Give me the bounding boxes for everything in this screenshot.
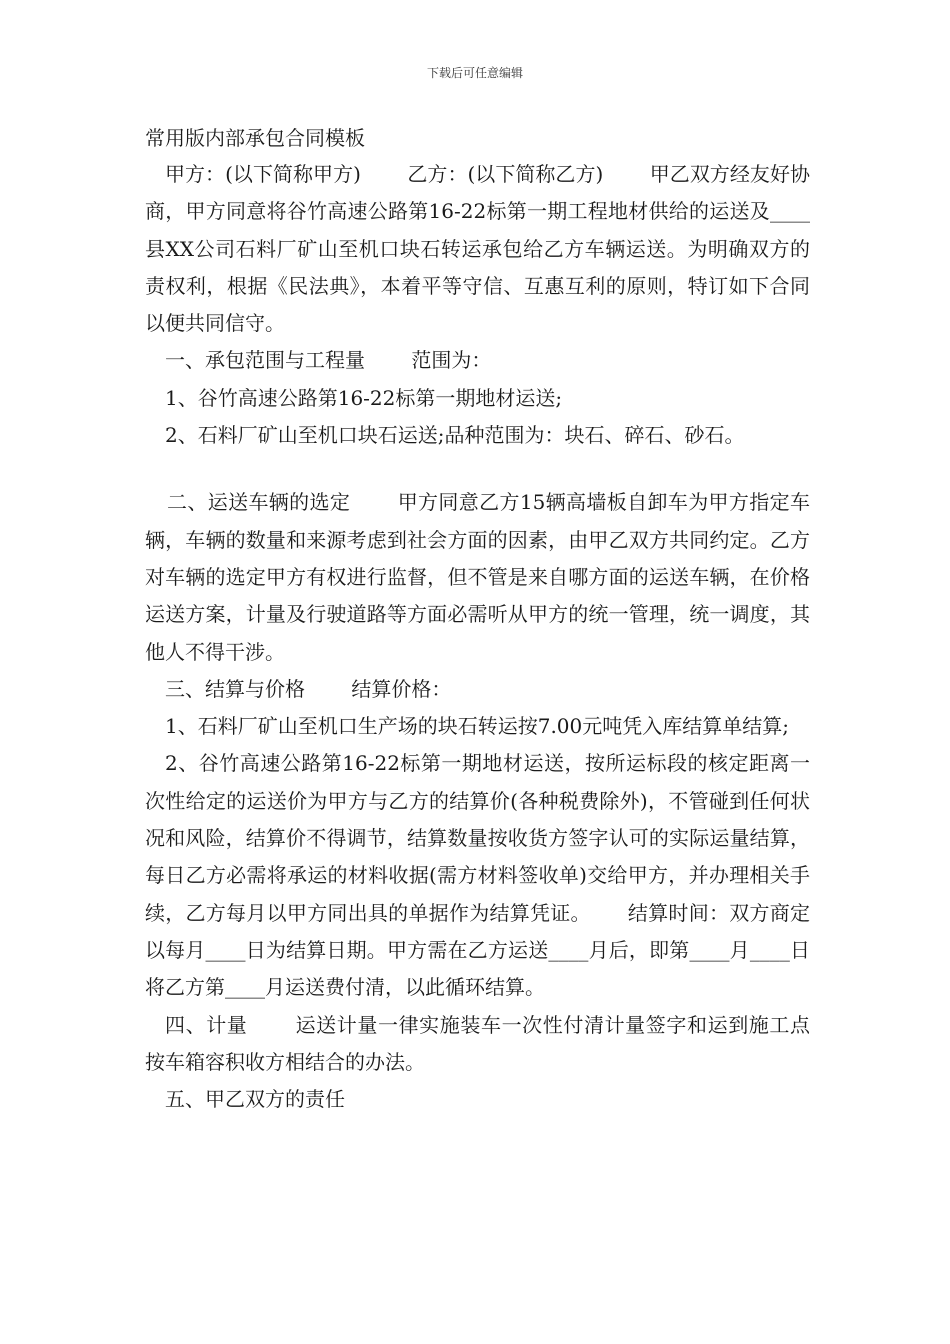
- section-heading-settlement: 三、结算与价格 结算价格：: [165, 676, 452, 701]
- list-item-settlement-2: 2、谷竹高速公路第16-22标第一期地材运送，按所运标段的核定距离一次性给定的运送价为甲方与乙方的结算价(各种税费除外)，不管碰到任何状况和风险，结算价不得调节，结算数量按收货方签字认可的实际运量结算，每日乙方必需将承运的材料收据(需方材料签收单)交给甲方，并办理相关手续，乙方每月以甲方同出具的单据作为结算凭证。 结算时间：双方商定以每月____日为结算日期。甲方需在乙方运送____月后，即第____月____日将乙方第____月运送费付清，以此循环结算。: [145, 751, 810, 1000]
- list-item-scope-2: 2、石料厂矿山至机口块石运送;品种范围为：块石、碎石、砂石。: [165, 423, 745, 448]
- section-heading-responsibilities: 五、甲乙双方的责任: [165, 1087, 345, 1112]
- page-header-note: 下载后可任意编辑: [426, 66, 523, 80]
- section-measurement: 四、计量 运送计量一律实施装车一次性付清计量签字和运到施工点按车箱容积收方相结合的办法。: [145, 1012, 810, 1074]
- document-body: [145, 120, 810, 1118]
- document-title: 常用版内部承包合同模板: [145, 126, 365, 150]
- paragraph-intro: 甲方：(以下简称甲方) 乙方：(以下简称乙方) 甲乙双方经友好协商，甲方同意将谷竹高速公路第16-22标第一期工程地材供给的运送及____县XX公司石料厂矿山至机口块石转运承包给乙方车辆运送。为明确双方的责权利，根据《民法典》，本着平等守信、互惠互利的原则，特订如下合同以便共同信守。: [145, 162, 810, 336]
- section-heading-scope: 一、承包范围与工程量 范围为：: [165, 348, 492, 373]
- blank-line: [145, 454, 810, 484]
- list-item-settlement-1: 1、石料厂矿山至机口生产场的块石转运按7.00元吨凭入库结算单结算;: [165, 714, 789, 739]
- section-vehicles: 二、运送车辆的选定 甲方同意乙方15辆高墙板自卸车为甲方指定车辆，车辆的数量和来源考虑到社会方面的因素，由甲乙双方共同约定。乙方对车辆的选定甲方有权进行监督，但不管是来自哪方面的运送车辆，在价格运送方案，计量及行驶道路等方面必需听从甲方的统一管理，统一调度，其他人不得干涉。: [145, 490, 810, 664]
- list-item-scope-1: 1、谷竹高速公路第16-22标第一期地材运送;: [165, 385, 563, 410]
